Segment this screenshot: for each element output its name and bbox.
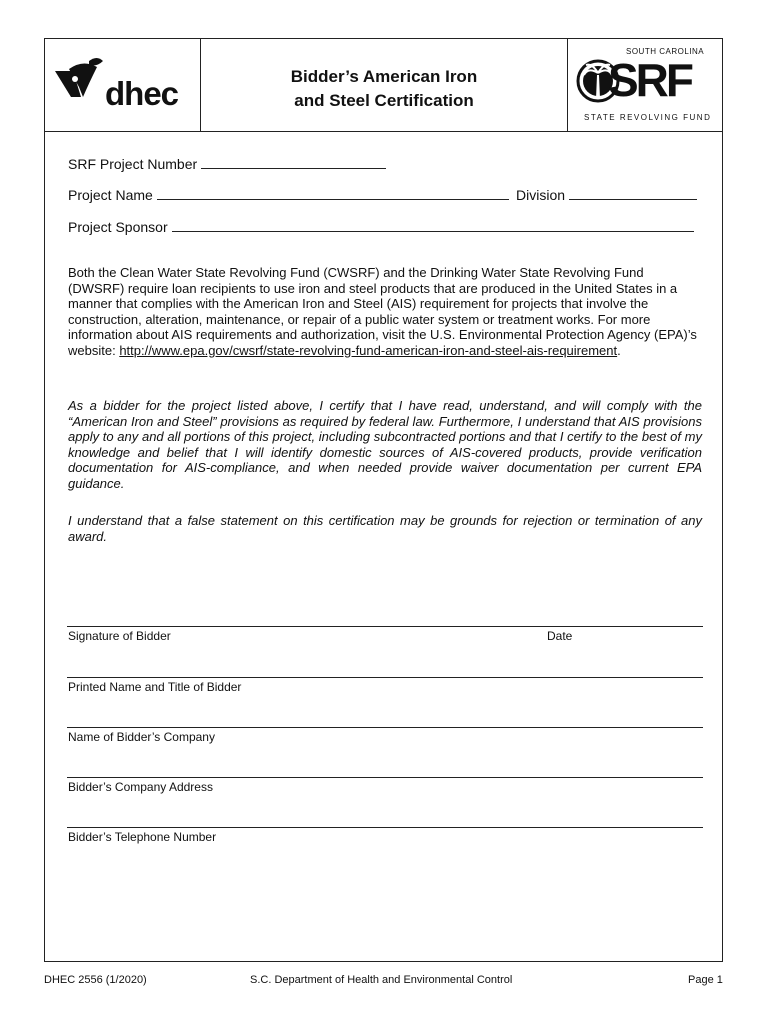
date-label: Date	[547, 629, 573, 643]
form-frame	[44, 38, 723, 962]
intro-paragraph	[68, 265, 702, 358]
division-label: Division	[516, 187, 566, 203]
dhec-logo-cell	[45, 39, 201, 131]
false-statement-paragraph: I understand that a false statement on this certification may be grounds for rejection or termination of any award.	[68, 513, 702, 544]
certification-paragraph: As a bidder for the project listed above, I certify that I have read, understand, and will comply with the “American Iron and Steel” provisions as required by federal law. Furthermore, I understand that AIS provisions apply to any and all portions of this project, including subcontracted portions and that I certify to the best of my knowledge and belief that I will identify domestic sources of AIS-covered products, provide verification documentation for AIS-compliance, and when needed provide waiver documentation per current EPA guidance.	[68, 398, 702, 491]
page-number: Page 1	[688, 974, 723, 986]
company-name-line[interactable]	[67, 727, 703, 728]
company-address-label: Bidder’s Company Address	[68, 780, 213, 794]
department-name: S.C. Department of Health and Environmental Control	[250, 974, 513, 986]
intro-text: Both the Clean Water State Revolving Fund (CWSRF) and the Drinking Water State Revolving Fund (DWSRF) require loan recipients to use iron and steel products that are produced in the United States in a manner that complies with the American Iron and Steel (AIS) requirement for projects that involve the construction, alteration, maintenance, or repair of a public water system or treatment works. For more information about AIS requirements and authorization, visit the U.S. Environmental Protection Agency (EPA)’s website:	[68, 265, 697, 358]
signature-line[interactable]	[67, 626, 703, 627]
srf-logo-cell	[567, 39, 722, 131]
intro-period: .	[617, 342, 621, 358]
title-line-1: Bidder’s American Iron	[290, 67, 478, 86]
project-sponsor-row	[68, 218, 694, 236]
title-line-2: and Steel Certification	[294, 91, 474, 110]
project-name-label: Project Name	[68, 187, 153, 203]
srf-logo-main: SRF	[608, 54, 691, 106]
signature-label: Signature of Bidder	[68, 629, 171, 643]
dhec-logo-text: dhec	[105, 75, 179, 112]
telephone-line[interactable]	[67, 827, 703, 828]
srf-project-number-label: SRF Project Number	[68, 156, 198, 172]
division-row	[516, 186, 697, 204]
company-name-label: Name of Bidder’s Company	[68, 730, 215, 744]
epa-ais-link[interactable]: http://www.epa.gov/cwsrf/state-revolving-fund-american-iron-and-steel-ais-requirement	[119, 342, 618, 358]
project-name-row	[68, 186, 509, 204]
srf-project-number-input[interactable]	[201, 155, 386, 169]
company-address-line[interactable]	[67, 777, 703, 778]
project-sponsor-label: Project Sponsor	[68, 219, 168, 235]
division-input[interactable]	[569, 186, 697, 200]
telephone-label: Bidder’s Telephone Number	[68, 830, 217, 844]
printed-name-label: Printed Name and Title of Bidder	[68, 680, 242, 694]
page-title	[201, 65, 567, 113]
printed-name-line[interactable]	[67, 677, 703, 678]
project-sponsor-input[interactable]	[172, 218, 694, 232]
form-id: DHEC 2556 (1/2020)	[44, 974, 147, 986]
srf-logo-state: SOUTH CAROLINA	[626, 47, 705, 56]
srf-project-number-row	[68, 155, 386, 173]
dhec-bird-icon	[53, 57, 113, 107]
form-header	[45, 39, 722, 132]
srf-logo-subtitle: STATE REVOLVING FUND	[584, 113, 712, 122]
project-name-input[interactable]	[157, 186, 509, 200]
